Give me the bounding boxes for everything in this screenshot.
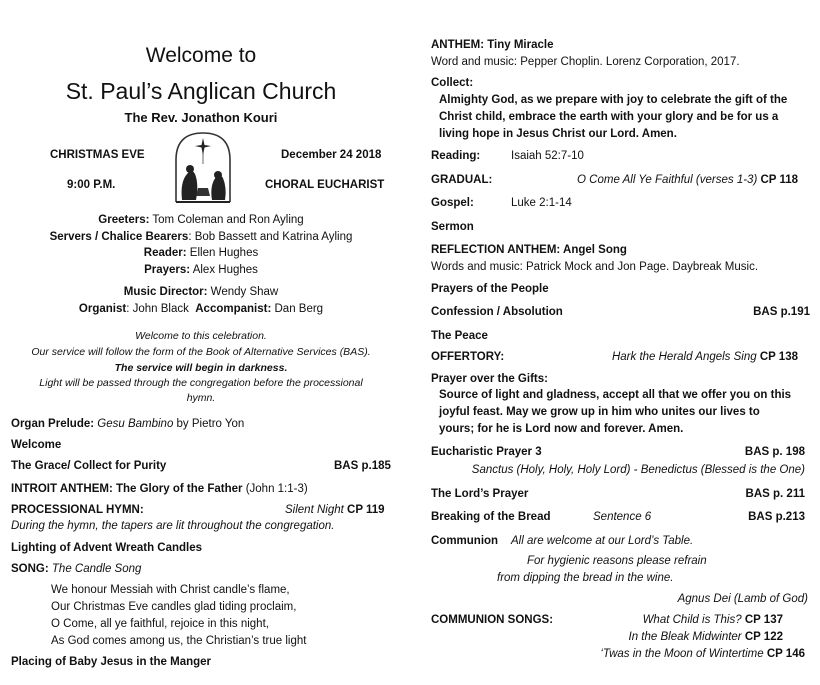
offertory-label: OFFERTORY:: [431, 351, 505, 363]
service-time: 9:00 P.M.: [67, 179, 116, 191]
confession-item: Confession / Absolution: [431, 306, 563, 318]
eucharistic-prayer: Eucharistic Prayer 3: [431, 446, 542, 458]
service-date: December 24 2018: [281, 149, 382, 161]
bas-note: Our service will follow the form of the Book of Alternative Services (BAS).: [31, 346, 371, 358]
greeters-line: Greeters: Tom Coleman and Ron Ayling: [98, 214, 304, 226]
agnus-dei: Agnus Dei (Lamb of God): [677, 593, 808, 605]
reading-label: Reading:: [431, 150, 481, 162]
collect-line: Christ child, embrace the earth with your glory and be for us a: [439, 111, 779, 123]
collect-line: Almighty God, as we prepare with joy to celebrate the gift of the: [439, 94, 788, 106]
gifts-line: Source of light and gladness, accept all that we offer you on this: [439, 389, 792, 401]
music-director-line: Music Director: Wendy Shaw: [123, 286, 279, 298]
advent-wreath: Lighting of Advent Wreath Candles: [11, 542, 203, 554]
offertory-ref: Hark the Herald Angels Sing CP 138: [611, 351, 798, 363]
gifts-line: yours; for he is Lord now and forever. Amen.: [439, 423, 684, 435]
organist-line: Organist: John Black Accompanist: Dan Berg: [78, 303, 324, 315]
service-day: CHRISTMAS EVE: [50, 149, 145, 161]
song-line: We honour Messiah with Christ candle’s flame,: [51, 584, 290, 596]
anthem-title: ANTHEM: Tiny Miracle: [431, 39, 554, 51]
anthem-credit: Word and music: Pepper Choplin. Lorenz Corporation, 2017.: [431, 56, 740, 68]
gospel-label: Gospel:: [431, 197, 474, 209]
grace-item: The Grace/ Collect for Purity: [11, 460, 167, 472]
priest-name: The Rev. Jonathon Kouri: [124, 110, 278, 125]
communion-song: What Child is This? CP 137: [642, 614, 783, 626]
lords-prayer-ref: BAS p. 211: [745, 488, 805, 500]
nativity-image: [172, 130, 234, 204]
welcome-note: Welcome to this celebration.: [135, 330, 267, 342]
sanctus-line: Sanctus (Holy, Holy, Holy Lord) - Benedictus (Blessed is the One): [471, 464, 805, 476]
church-name: St. Paul’s Anglican Church: [65, 78, 337, 104]
organ-prelude: Organ Prelude: Gesu Bambino by Pietro Yon: [11, 418, 245, 430]
gospel-ref: Luke 2:1-14: [511, 197, 572, 209]
peace-item: The Peace: [431, 330, 488, 342]
placing-item: Placing of Baby Jesus in the Manger: [11, 656, 212, 668]
reflection-credit: Words and music: Patrick Mock and Jon Page. Daybreak Music.: [431, 261, 759, 273]
breaking-bread: Breaking of the Bread: [431, 511, 551, 523]
confession-ref: BAS p.191: [753, 306, 810, 318]
light-note-cont: hymn.: [186, 392, 216, 404]
song-line: As God comes among us, the Christian’s true light: [51, 635, 307, 647]
communion-text: All are welcome at our Lord’s Table.: [511, 535, 694, 547]
prayer-gifts-heading: Prayer over the Gifts:: [431, 373, 548, 385]
welcome-heading: Welcome to: [145, 44, 257, 67]
prayers-people: Prayers of the People: [431, 283, 549, 295]
communion-song: In the Bleak Midwinter CP 122: [628, 631, 783, 643]
hygiene-line: from dipping the bread in the wine.: [497, 572, 674, 584]
sermon-item: Sermon: [431, 221, 474, 233]
communion-song: ‘Twas in the Moon of Wintertime CP 146: [600, 648, 805, 660]
servers-line: Servers / Chalice Bearers: Bob Bassett and Katrina Ayling: [49, 231, 353, 243]
gifts-line: joyful feast. May we grow up in him who unites our lives to: [439, 406, 760, 418]
processional-note: During the hymn, the tapers are lit throughout the congregation.: [11, 520, 335, 532]
hygiene-line: For hygienic reasons please refrain: [527, 555, 707, 567]
breaking-ref: BAS p.213: [748, 511, 805, 523]
collect-heading: Collect:: [431, 77, 474, 89]
grace-ref: BAS p.185: [334, 460, 391, 472]
eucharistic-ref: BAS p. 198: [744, 446, 805, 458]
communion-label: Communion: [431, 535, 499, 547]
song-line: Our Christmas Eve candles glad tiding proclaim,: [51, 601, 297, 613]
reading-ref: Isaiah 52:7-10: [511, 150, 584, 162]
darkness-note: The service will begin in darkness.: [114, 362, 288, 374]
communion-songs-label: COMMUNION SONGS:: [431, 614, 554, 626]
breaking-sentence: Sentence 6: [593, 511, 652, 523]
processional-hymn: PROCESSIONAL HYMN:: [11, 504, 144, 516]
prayers-line: Prayers: Alex Hughes: [144, 264, 258, 276]
processional-ref: Silent Night CP 119: [285, 504, 385, 516]
reflection-anthem: REFLECTION ANTHEM: Angel Song: [431, 244, 627, 256]
service-type: CHORAL EUCHARIST: [265, 179, 385, 191]
reader-line: Reader: Ellen Hughes: [143, 247, 259, 259]
collect-line: living hope in Jesus Christ our Lord. Amen.: [439, 128, 677, 140]
gradual-label: GRADUAL:: [431, 174, 493, 186]
introit-anthem: INTROIT ANTHEM: The Glory of the Father (John 1:1-3): [11, 483, 308, 495]
light-note: Light will be passed through the congregation before the processional: [39, 377, 363, 389]
song-line: O Come, all ye faithful, rejoice in this night,: [51, 618, 269, 630]
lords-prayer: The Lord’s Prayer: [431, 488, 529, 500]
song-item: SONG: The Candle Song: [11, 563, 142, 575]
gradual-ref: O Come All Ye Faithful (verses 1-3) CP 118: [577, 174, 798, 186]
welcome-item: Welcome: [11, 439, 62, 451]
